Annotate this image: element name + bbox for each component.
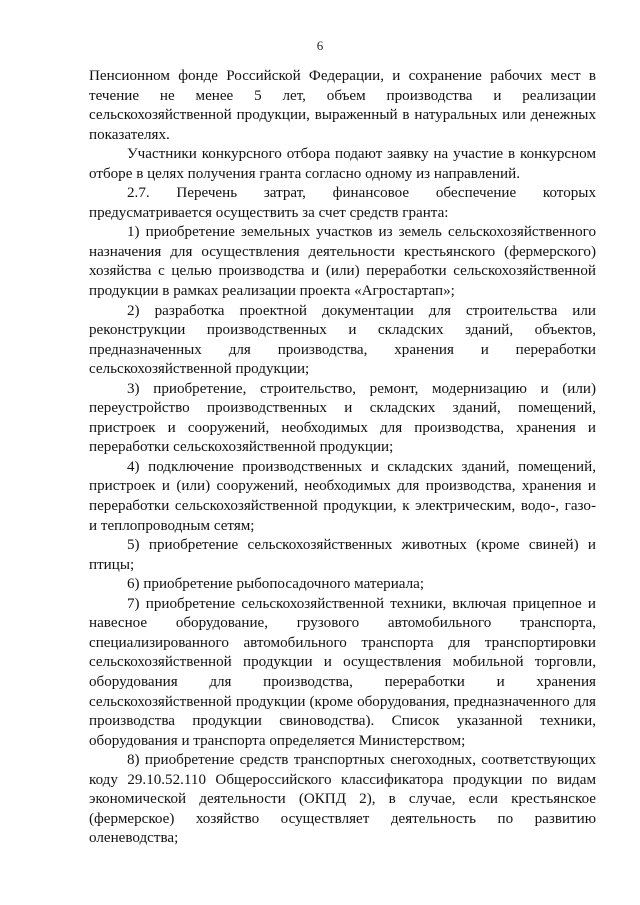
paragraph-application: Участники конкурсного отбора подают заявку на участие в конкурсном отборе в целях получения гранта согласно одному из направлений. xyxy=(89,146,596,182)
list-item-6: 6) приобретение рыбопосадочного материала; xyxy=(127,576,425,593)
list-item-3: 3) приобретение, строительство, ремонт, модернизацию и (или) переустройство производственных и складских зданий, помещений, пристроек и сооружений, необходимых для производства, хранения и переработки сельскохозяйственной продукции; xyxy=(89,380,596,456)
list-item-7: 7) приобретение сельскохозяйственной техники, включая прицепное и навесное оборудование, грузового автомобильного транспорта, специализированного автомобильного транспорта для транспортировки сельскохозяйственной продукции и осуществления мобильной торговли, оборудования для производства, переработки и хранения сельскохозяйственной продукции (кроме оборудования, предназначенного для производства продукции свиноводства). Список указанной техники, оборудования и транспорта определяется Министерством; xyxy=(89,595,596,749)
paragraph-2-7-heading: 2.7. Перечень затрат, финансовое обеспечение которых предусматривается осуществить за счет средств гранта: xyxy=(89,185,596,221)
list-item-4: 4) подключение производственных и складских зданий, помещений, пристроек и (или) сооружений, необходимых для производства, хранения и переработки сельскохозяйственной продукции, к электрическим, водо-, газо- и теплопроводным сетям; xyxy=(89,458,596,534)
paragraph-continuation: Пенсионном фонде Российской Федерации, и сохранение рабочих мест в течение не менее 5 лет, объем производства и реализации сельскохозяйственной продукции, выраженный в натуральных или денежных показателях. xyxy=(89,68,596,143)
list-item-8: 8) приобретение средств транспортных снегоходных, соответствующих коду 29.10.52.110 Общероссийского классификатора продукции по видам экономической деятельности (ОКПД 2), в случае, если крестьянское (фермерское) хозяйство осуществляет деятельность по развитию оленеводства; xyxy=(89,752,596,847)
document-body xyxy=(89,67,596,849)
list-item-5: 5) приобретение сельскохозяйственных животных (кроме свиней) и птицы; xyxy=(89,537,596,573)
list-item-2: 2) разработка проектной документации для строительства или реконструкции производственных и складских зданий, объектов, предназначенных для производства, хранения и переработки сельскохозяйственной продукции; xyxy=(89,302,596,378)
list-item-1: 1) приобретение земельных участков из земель сельскохозяйственного назначения для осуществления деятельности крестьянского (фермерского) хозяйства с целью производства и (или) переработки сельскохозяйственной продукции в рамках реализации проекта «Агростартап»; xyxy=(89,224,596,300)
page-number: 6 xyxy=(316,38,324,53)
